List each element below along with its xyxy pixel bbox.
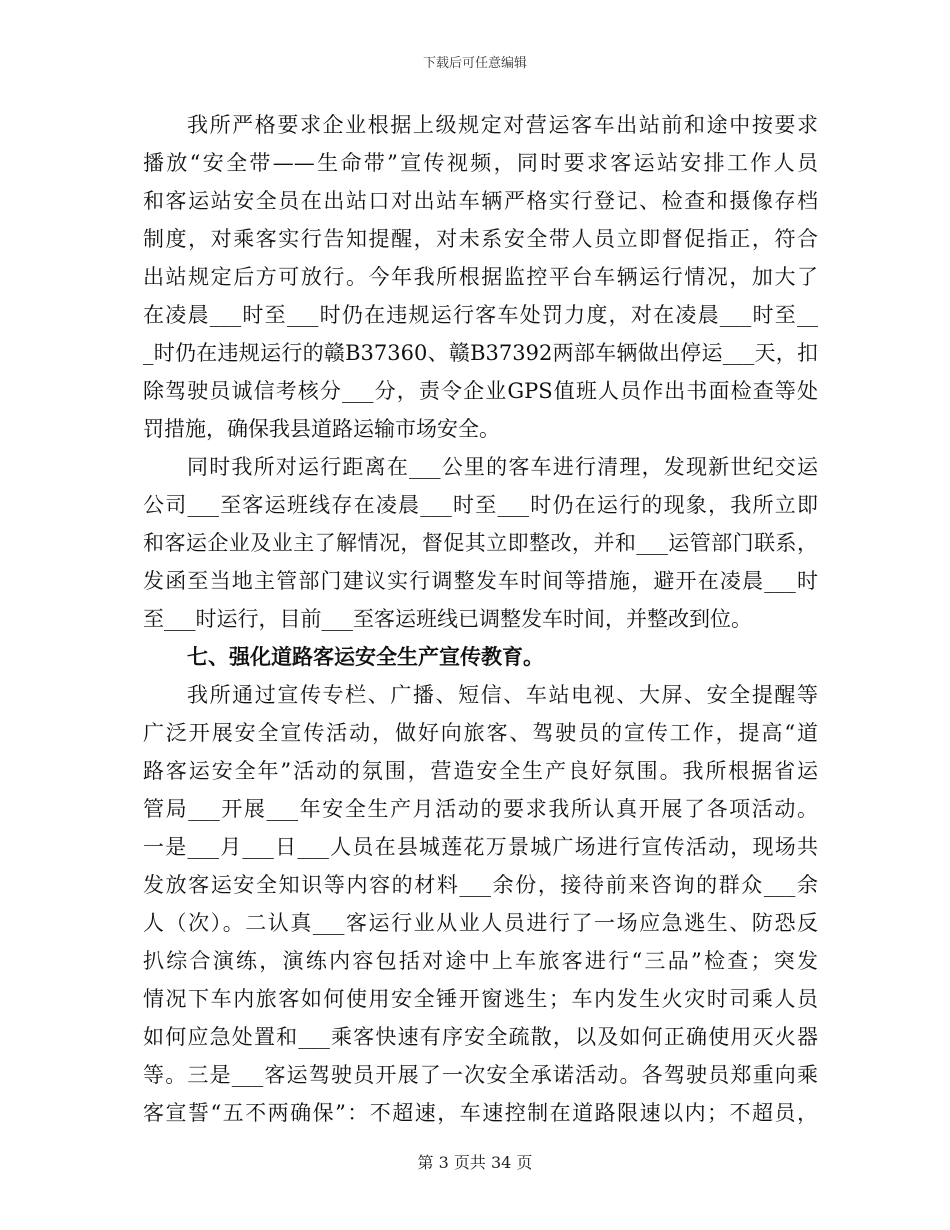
- body-line: 和客运企业及业主了解情况，督促其立即整改，并和___运管部门联系，: [143, 531, 818, 555]
- body-line: 和客运站安全员在出站口对出站车辆严格实行登记、检查和摄像存档: [143, 189, 818, 213]
- body-line: 发函至当地主管部门建议实行调整发车时间等措施，避开在凌晨___时: [143, 569, 818, 593]
- body-line: 如何应急处置和___乘客快速有序安全疏散，以及如何正确使用灭火器: [143, 1025, 818, 1049]
- body-line: 人（次）。二认真___客运行业从业人员进行了一场应急逃生、防恐反: [143, 911, 818, 935]
- body-line: 路客运安全年”活动的氛围，营造安全生产良好氛围。我所根据省运: [143, 759, 818, 783]
- body-line: 我所严格要求企业根据上级规定对营运客车出站前和途中按要求: [187, 113, 818, 137]
- body-line: 等。三是___客运驾驶员开展了一次安全承诺活动。各驾驶员郑重向乘: [143, 1063, 818, 1087]
- document-body: [143, 106, 818, 1132]
- body-line: 除驾驶员诚信考核分___分，责令企业GPS值班人员作出书面检查等处: [143, 379, 818, 403]
- page-header: 下载后可任意编辑: [422, 56, 527, 71]
- body-line: 发放客运安全知识等内容的材料___余份，接待前来咨询的群众___余: [143, 873, 818, 897]
- body-line: 管局___开展___年安全生产月活动的要求我所认真开展了各项活动。: [143, 797, 818, 821]
- body-line: 在凌晨___时至___时仍在违规运行客车处罚力度，对在凌晨___时至__: [143, 303, 818, 327]
- body-line: 制度，对乘客实行告知提醒，对未系安全带人员立即督促指正，符合: [143, 227, 818, 251]
- body-line: 情况下车内旅客如何使用安全锤开窗逃生；车内发生火灾时司乘人员: [143, 987, 818, 1011]
- body-line: 至___时运行，目前___至客运班线已调整发车时间，并整改到位。: [143, 607, 752, 631]
- body-line: 扒综合演练，演练内容包括对途中上车旅客进行“三品”检查；突发: [143, 949, 818, 973]
- body-line: 公司___至客运班线存在凌晨___时至___时仍在运行的现象，我所立即: [143, 493, 818, 517]
- body-line: 罚措施，确保我县道路运输市场安全。: [143, 417, 500, 441]
- body-line: 广泛开展安全宣传活动，做好向旅客、驾驶员的宣传工作，提高“道: [143, 721, 818, 745]
- section-heading: 七、强化道路客运安全生产宣传教育。: [187, 644, 544, 669]
- body-line: _时仍在违规运行的赣B37360、赣B37392两部车辆做出停运___天，扣: [143, 341, 818, 365]
- body-line: 出站规定后方可放行。今年我所根据监控平台车辆运行情况，加大了: [143, 265, 818, 289]
- body-line: 同时我所对运行距离在___公里的客车进行清理，发现新世纪交运: [187, 455, 818, 479]
- body-line: 播放“安全带——生命带”宣传视频，同时要求客运站安排工作人员: [143, 151, 818, 175]
- body-line: 我所通过宣传专栏、广播、短信、车站电视、大屏、安全提醒等: [187, 683, 818, 707]
- page-number: 第 3 页共 34 页: [417, 1153, 533, 1172]
- body-line: 客宣誓“五不两确保”：不超速，车速控制在道路限速以内；不超员，: [143, 1101, 818, 1125]
- body-line: 一是___月___日___人员在县城莲花万景城广场进行宣传活动，现场共: [143, 835, 818, 859]
